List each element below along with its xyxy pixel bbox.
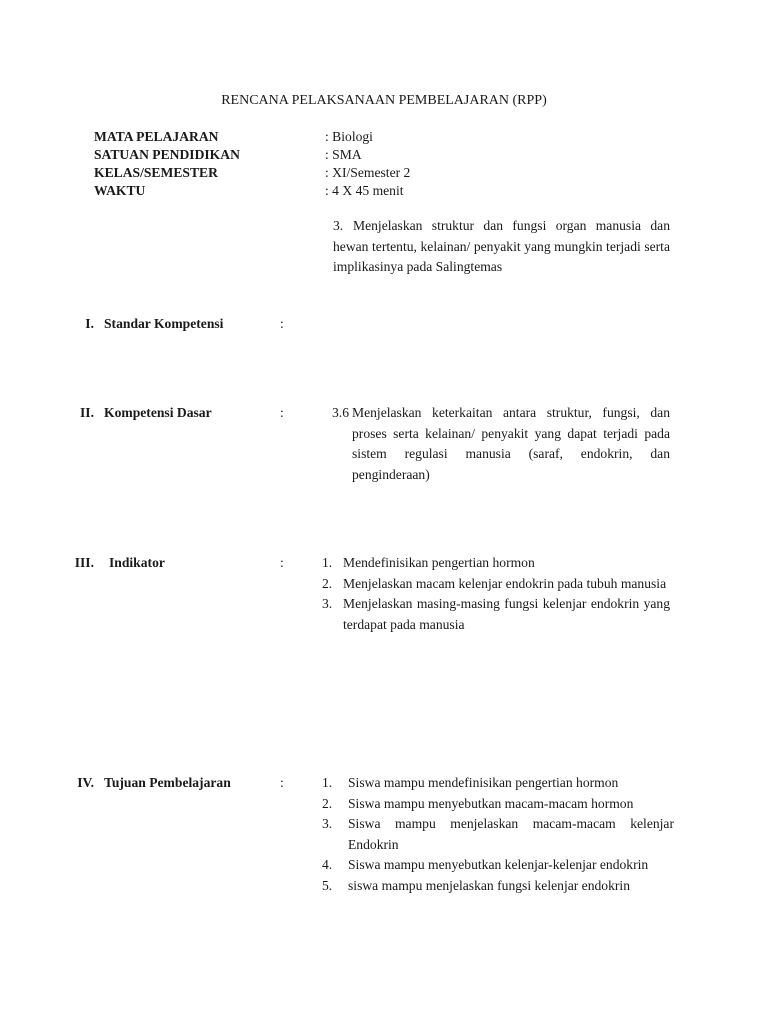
page-title: RENCANA PELAKSANAAN PEMBELAJARAN (RPP) [221, 93, 547, 108]
list-item [322, 876, 674, 897]
list-item-number: 3. [322, 816, 333, 831]
list-item-text: Mendefinisikan pengertian hormon [343, 555, 535, 570]
list-item-text: Menjelaskan masing-masing fungsi kelenjar endokrin yang terdapat pada manusia [343, 596, 670, 632]
list-item-number: 1. [322, 555, 333, 570]
standar-kompetensi-number: 3. [333, 218, 344, 233]
list-item-number: 2. [322, 795, 333, 811]
meta-key-school: SATUAN PENDIDIKAN [94, 147, 240, 162]
standar-kompetensi-content [333, 216, 670, 278]
section-number: III. [74, 555, 94, 570]
list-item-text: Siswa mampu menyebutkan kelenjar-kelenjar endokrin [348, 857, 649, 872]
list-item-number: 3. [322, 596, 333, 611]
section-number: I. [85, 316, 94, 331]
list-item-number: 5. [322, 877, 333, 893]
section-label: Tujuan Pembelajaran [104, 775, 231, 790]
kompetensi-dasar-content [332, 403, 670, 485]
meta-key-time: WAKTU [94, 183, 146, 198]
meta-value-school: : SMA [325, 147, 362, 162]
kompetensi-dasar-number: 3.6 [332, 405, 349, 420]
list-item [322, 794, 674, 815]
indikator-list [322, 553, 670, 635]
list-item [322, 574, 670, 595]
list-item-text: Siswa mampu menjelaskan macam-macam kelenjar Endokrin [348, 816, 674, 852]
section-colon: : [280, 775, 284, 790]
list-item-number: 1. [322, 775, 333, 790]
meta-value-class: : XI/Semester 2 [325, 165, 411, 180]
section-number: II. [80, 405, 94, 420]
list-item-text: Siswa mampu mendefinisikan pengertian hormon [348, 775, 619, 790]
list-item [322, 855, 674, 876]
section-colon: : [280, 555, 284, 570]
section-label: Kompetensi Dasar [104, 405, 212, 420]
meta-value-time: : 4 X 45 menit [325, 183, 404, 198]
list-item-text: Siswa mampu menyebutkan macam-macam hormon [348, 795, 634, 811]
list-item-number: 2. [322, 575, 333, 591]
meta-value-subject: : Biologi [325, 129, 373, 144]
meta-key-subject: MATA PELAJARAN [94, 129, 219, 144]
section-label: Indikator [109, 555, 165, 570]
section-colon: : [280, 405, 284, 420]
list-item [322, 814, 674, 855]
section-colon: : [280, 316, 284, 331]
list-item [322, 594, 670, 635]
meta-key-class: KELAS/SEMESTER [94, 165, 218, 180]
kompetensi-dasar-text: Menjelaskan keterkaitan antara struktur, fungsi, dan proses serta kelainan/ penyakit yang dapat terjadi pada sistem regulasi manusia (saraf, endokrin, dan penginderaan) [352, 405, 670, 482]
section-label: Standar Kompetensi [104, 316, 224, 331]
list-item-text: siswa mampu menjelaskan fungsi kelenjar endokrin [348, 877, 630, 893]
standar-kompetensi-text: Menjelaskan struktur dan fungsi organ manusia dan hewan tertentu, kelainan/ penyakit yang mungkin terjadi serta implikasinya pada Salingtemas [333, 218, 670, 274]
section-number: IV. [77, 775, 94, 790]
tujuan-list [322, 773, 674, 896]
list-item [322, 773, 674, 794]
list-item-number: 4. [322, 857, 333, 872]
list-item [322, 553, 670, 574]
list-item-text: Menjelaskan macam kelenjar endokrin pada tubuh manusia [343, 575, 667, 591]
